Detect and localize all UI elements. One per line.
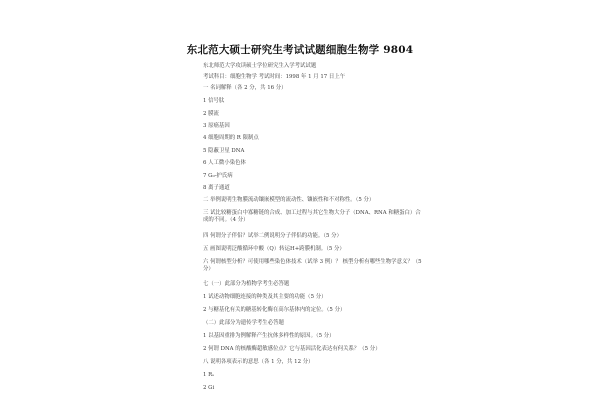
question-item: 5 隐蔽卫星 DNA	[203, 148, 245, 154]
question-item: 4 细胞周期的 R 限制点	[203, 135, 259, 141]
section-heading: 二 举例说明生物膜流动镶嵌模型的流动性、镶嵌性和不对称性。（5 分）	[203, 197, 375, 203]
section-heading: 四 何谓分子伴侣？试举二例说明分子伴侣的功能。（5 分）	[203, 233, 342, 239]
question-item: 2 何谓 DNA 的核酸酶超敏感位点？它与基因活化表达有何关系？（5 分）	[203, 346, 381, 352]
question-item: 7 G₀-护氏病	[203, 173, 233, 179]
question-item: 1 信号肽	[203, 98, 225, 104]
question-item: 6 人工微小染色体	[203, 160, 246, 166]
document-title: 东北范大硕士研究生考试试题细胞生物学 9804	[186, 44, 414, 56]
question-item: 1 Rₛ	[203, 372, 215, 378]
question-item: 3 原癌基因	[203, 123, 230, 129]
question-item: 8 离子通道	[203, 185, 230, 191]
section-heading: （二）此部分为遗传学考生必答题	[203, 320, 284, 326]
question-item: 1 试述动物细胞连接的种类及其主要的功能（5 分）	[203, 294, 327, 300]
section-heading: 六 何谓核型分析？可使用哪些染色体技术（试举 3 例）？ 核型分析有哪些生物学意义？（5 分）	[203, 259, 422, 272]
section-heading: 一 名词解释（各 2 分，共 16 分）	[203, 85, 287, 91]
section-heading: 五 画图说明泛酸循环中酸（Q）转运H+跨膜机制。（5 分）	[203, 246, 345, 252]
question-item: 2 与糖基化有关的糖基转化酶在高尔基体内的定位。（5 分）	[203, 307, 346, 313]
question-item: 2 Gi	[203, 385, 215, 391]
question-item: 1 以基因重排为例解释产生抗体多样性的原因。（5 分）	[203, 333, 335, 339]
section-heading: 八 说明各项表示的意思（各 1 分，共 12 分）	[203, 359, 314, 365]
exam-header-line: 东北师范大学攻读硕士学位研究生入学考试试题	[203, 63, 317, 69]
exam-subject-line: 考试科目：细胞生物学 考试时间：1998 年 1 月 17 日上午	[203, 74, 346, 80]
question-item: 2 膜流	[203, 111, 219, 117]
section-heading: 七（一）此部分为植物学考生必答题	[203, 281, 290, 287]
section-heading: 三 试比较糖蛋白中寡糖链的合成、加工过程与其它生物大分子（DNA、RNA 和糖蛋白）合成的不同。（4 分）	[203, 210, 421, 223]
